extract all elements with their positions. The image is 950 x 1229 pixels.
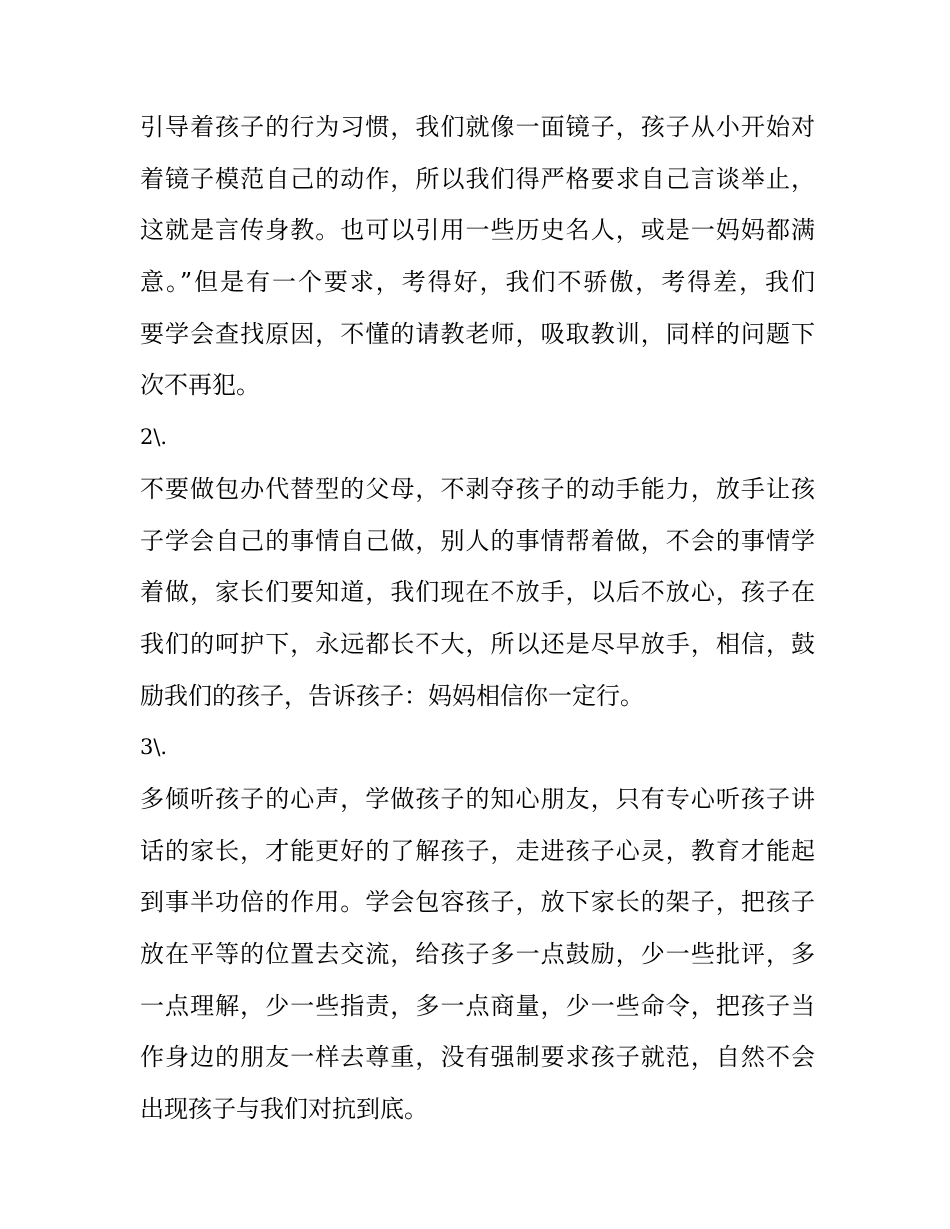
text-line: 次不再犯。	[140, 371, 260, 400]
section-number: 2\.	[140, 425, 168, 450]
text-line: 多倾听孩子的心声，学做孩子的知心朋友，只有专心听孩子讲	[140, 784, 815, 813]
text-line: 话的家长，才能更好的了解孩子，走进孩子心灵，教育才能起	[140, 836, 815, 865]
text-line: 着镜子模范自己的动作，所以我们得严格要求自己言谈举止，	[140, 164, 815, 193]
text-line: 到事半功倍的作用。学会包容孩子，放下家长的架子，把孩子	[140, 888, 815, 917]
text-line: 出现孩子与我们对抗到底。	[140, 1095, 428, 1124]
text-line: 子学会自己的事情自己做，别人的事情帮着做，不会的事情学	[140, 526, 815, 555]
text-line: 意。”但是有一个要求，考得好，我们不骄傲，考得差，我们	[140, 268, 815, 297]
text-line: 这就是言传身教。也可以引用一些历史名人，或是一妈妈都满	[140, 216, 815, 245]
text-line: 励我们的孩子，告诉孩子：妈妈相信你一定行。	[140, 681, 644, 710]
text-line: 放在平等的位置去交流，给孩子多一点鼓励，少一些批评，多	[140, 940, 815, 968]
text-line: 我们的呵护下，永远都长不大，所以还是尽早放手，相信，鼓	[140, 629, 815, 658]
document-body	[140, 102, 815, 1136]
text-line: 不要做包办代替型的父母，不剥夺孩子的动手能力，放手让孩	[140, 474, 815, 503]
section-number: 3\.	[140, 735, 168, 760]
text-line: 要学会查找原因，不懂的请教老师，吸取教训，同样的问题下	[140, 319, 815, 348]
text-line: 一点理解，少一些指责，多一点商量，少一些命令，把孩子当	[140, 991, 815, 1020]
text-line: 着做，家长们要知道，我们现在不放手，以后不放心，孩子在	[140, 578, 815, 607]
text-line: 引导着孩子的行为习惯，我们就像一面镜子，孩子从小开始对	[140, 113, 815, 141]
text-line: 作身边的朋友一样去尊重，没有强制要求孩子就范，自然不会	[140, 1043, 815, 1072]
